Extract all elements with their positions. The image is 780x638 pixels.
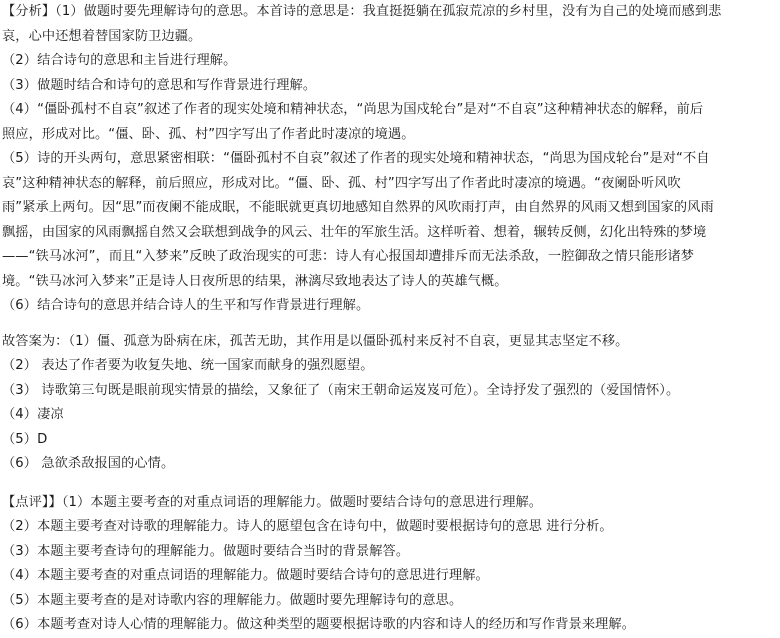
analysis-line: （2）结合诗句的意思和主旨进行理解。 [2,53,237,68]
comment-line: 【点评】】（1）本题主要考查的对重点词语的理解能力。做题时要结合诗句的意思进行理解。 [2,494,543,510]
comment-line: （2）本题主要考查对诗歌的理解能力。诗人的愿望包含在诗句中，做题时要根据诗句的意思 进行分析。 [2,519,613,534]
answer-line: （3） 诗歌第三句既是眼前现实情景的描绘，又象征了（南宋王朝命运岌岌可危）。全诗抒发了强烈的（爱国情怀）。 [2,382,680,398]
answer-line: 故答案为：（1）僵、孤意为卧病在床，孤苦无助，其作用是以僵卧孤村来反衬不自哀，更显其志坚定不移。 [2,333,629,349]
analysis-line: 照应，形成对比。“僵、卧、孤、村”四字写出了作者此时凄凉的境遇。 [2,126,415,142]
comment-line: （5）本题主要考查的是对诗歌内容的理解能力。做题时要先理解诗句的意思。 [2,592,463,608]
document-body [2,0,778,638]
analysis-line: 【分析】（1）做题时要先理解诗句的意思。本首诗的意思是：我直挺挺躺在孤寂荒凉的乡村里，没有为自己的处境而感到悲 [2,4,722,19]
answer-line: （5）D [2,431,48,447]
comment-line: （3）本题主要考查诗句的理解能力。做题时要结合当时的背景解答。 [2,543,410,559]
analysis-line: （4）“僵卧孤村不自哀”叙述了作者的现实处境和精神状态，“尚思为国戍轮台”是对“不自哀”这种精神状态的解释，前后 [2,102,704,117]
analysis-line: 雨”紧承上两句。因“思”而夜阑不能成眠，不能眠就更真切地感知自然界的风吹雨打声，由自然界的风雨又想到国家的风雨 [2,200,714,215]
analysis-line: 哀，心中还想着替国家防卫边疆。 [2,28,202,44]
answer-line: （6） 急欲杀敌报国的心情。 [2,456,175,471]
comment-line: （6）本题考查对诗人心情的理解能力。做这种类型的题要根据诗歌的内容和诗人的经历和写作背景来理解。 [2,617,635,632]
analysis-line: 境。“铁马冰河入梦来”正是诗人日夜所思的结果，淋漓尽致地表达了诗人的英雄气概。 [2,273,508,289]
analysis-line: 飘摇，由国家的风雨飘摇自然又会联想到战争的风云、壮年的军旅生活。这样听着、想着，辗转反侧，幻化出特殊的梦境 [2,224,707,240]
section-spacer [2,319,778,330]
analysis-line: （5）诗的开头两句，意思紧密相联：“僵卧孤村不自哀”叙述了作者的现实处境和精神状态，“尚思为国戍轮台”是对“不自 [2,151,710,166]
analysis-line: ——“铁马冰河”，而且“入梦来”反映了政治现实的可悲：诗人有心报国却遭排斥而无法杀敌，一腔御敌之情只能形诸梦 [2,249,695,264]
comment-line: （4）本题主要考查的对重点词语的理解能力。做题时要结合诗句的意思进行理解。 [2,568,489,583]
analysis-line: 哀”这种精神状态的解释，前后照应，形成对比。“僵、卧、孤、村”四字写出了作者此时凄凉的境遇。“夜阑卧听风吹 [2,175,681,191]
answer-section [2,330,778,477]
comment-section [2,491,778,638]
answer-line: （4）凄凉 [2,407,64,422]
section-spacer [2,477,778,491]
analysis-section [2,0,778,319]
analysis-line: （3）做题时结合和诗句的意思和写作背景进行理解。 [2,77,317,93]
answer-line: （2） 表达了作者要为收复失地、统一国家而献身的强烈愿望。 [2,358,374,373]
analysis-line: （6）结合诗句的意思并结合诗人的生平和写作背景进行理解。 [2,298,370,313]
